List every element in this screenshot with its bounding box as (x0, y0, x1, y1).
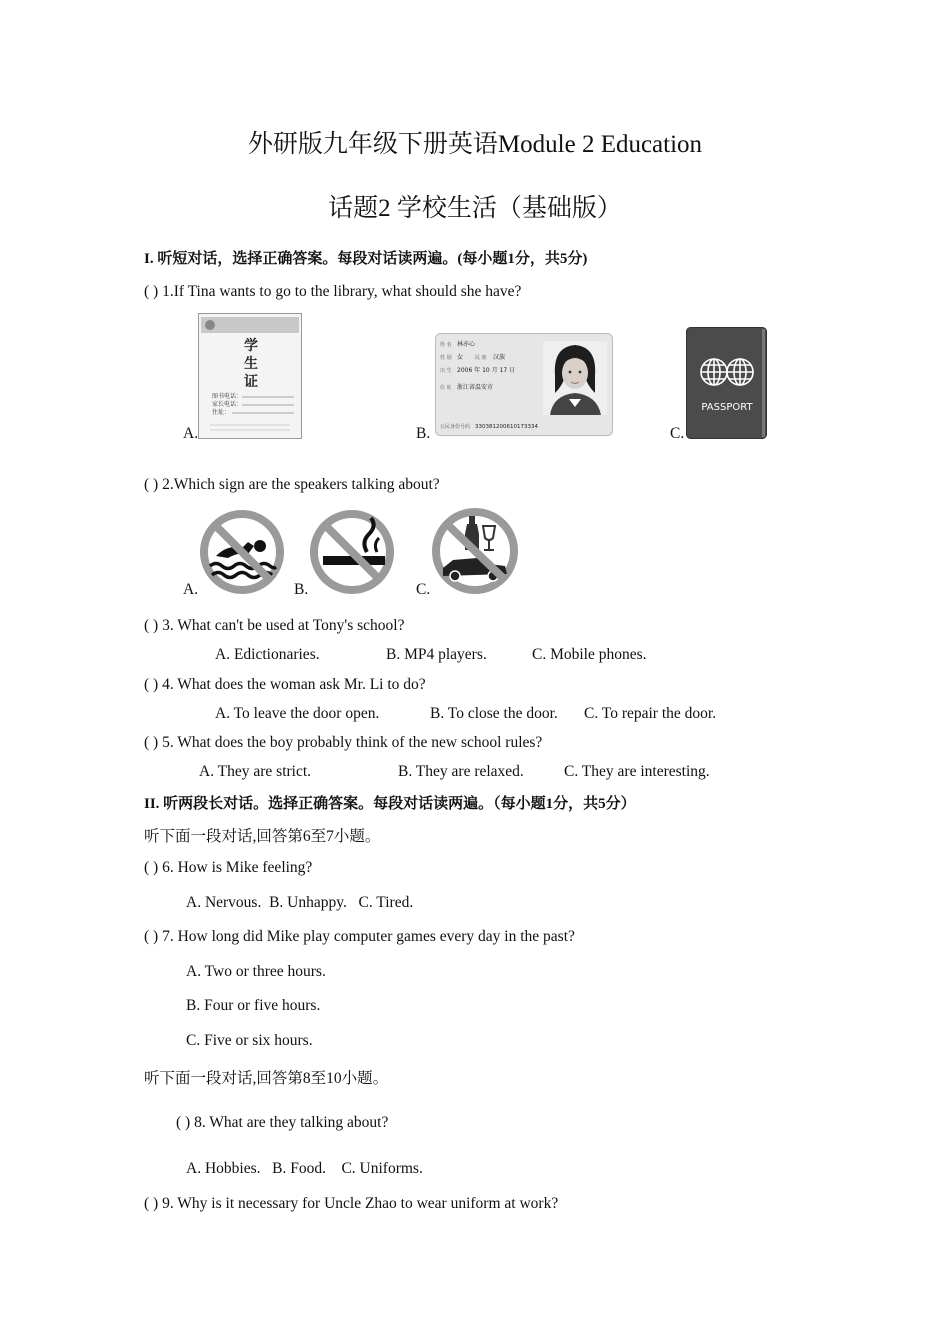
passport-image (686, 327, 767, 439)
q8-options: A. Hobbies. B. Food. C. Uniforms. (186, 1160, 423, 1177)
student-card-char-2: 生 (244, 356, 258, 372)
student-card-char-3: 证 (244, 374, 258, 390)
id-card-image (435, 333, 613, 436)
q3-option-a: A. Edictionaries. (215, 646, 320, 663)
student-card-field-2: 家长电话： (212, 401, 243, 408)
student-card-field-3: 住址： (212, 409, 231, 416)
question-7: ( ) 7. How long did Mike play computer games every day in the past? (144, 928, 575, 945)
q7-option-a: A. Two or three hours. (186, 963, 326, 980)
dialogue-2-intro: 听下面一段对话,回答第8至10小题。 (144, 1070, 389, 1087)
q2-option-c-label: C. (416, 581, 431, 598)
q1-option-c-label: C. (670, 425, 685, 442)
q2-option-a-label: A. (183, 581, 199, 598)
id-number-label: 公民身份号码 (440, 424, 471, 430)
q2-option-b-label: B. (294, 581, 309, 598)
id-address-value: 浙江省温安市 (457, 384, 494, 391)
q4-option-b: B. To close the door. (430, 705, 558, 722)
question-8: ( ) 8. What are they talking about? (176, 1114, 389, 1131)
question-1: ( ) 1.If Tina wants to go to the library, what should she have? (144, 283, 522, 300)
no-swimming-icon (198, 508, 286, 596)
q7-option-b: B. Four or five hours. (186, 997, 321, 1014)
question-3: ( ) 3. What can't be used at Tony's school? (144, 617, 405, 634)
q3-option-c: C. Mobile phones. (532, 646, 647, 663)
q5-option-b: B. They are relaxed. (398, 763, 524, 780)
passport-label: PASSPORT (701, 402, 753, 413)
q1-option-a-label: A. (183, 425, 199, 442)
q5-option-a: A. They are strict. (199, 763, 312, 780)
question-9: ( ) 9. Why is it necessary for Uncle Zhao to wear uniform at work? (144, 1195, 559, 1212)
question-6: ( ) 6. How is Mike feeling? (144, 859, 313, 876)
id-birth-value: 2006 年 10 月 17 日 (457, 367, 516, 374)
student-card-field-1: 图书电话： (212, 393, 243, 400)
id-birth-label: 出 生 (440, 368, 452, 374)
id-address-label: 住 址 (440, 385, 452, 391)
id-sex-value: 女 (457, 354, 464, 361)
page-subtitle: 话题2 学校生活（基础版） (328, 195, 622, 222)
id-name-value: 林亦心 (457, 341, 476, 348)
no-drink-driving-icon (429, 506, 521, 596)
dialogue-1-intro: 听下面一段对话,回答第6至7小题。 (144, 828, 381, 845)
section-1-heading: I. 听短对话，选择正确答案。每段对话读两遍。(每小题1分，共5分) (144, 251, 588, 267)
q1-option-b-label: B. (416, 425, 431, 442)
id-sex-label: 性 别 (440, 355, 452, 361)
section-2-heading: II. 听两段长对话。选择正确答案。每段对话读两遍。（每小题1分，共5分） (144, 796, 636, 812)
q4-option-a: A. To leave the door open. (215, 705, 380, 722)
q7-option-c: C. Five or six hours. (186, 1032, 313, 1049)
q3-option-b: B. MP4 players. (386, 646, 487, 663)
no-smoking-icon (307, 508, 397, 596)
q4-option-c: C. To repair the door. (584, 705, 717, 722)
page-title: 外研版九年级下册英语Module 2 Education (247, 131, 703, 158)
student-card-image (198, 313, 302, 439)
student-card-char-1: 学 (244, 338, 258, 354)
q6-options: A. Nervous. B. Unhappy. C. Tired. (186, 894, 414, 911)
question-4: ( ) 4. What does the woman ask Mr. Li to do? (144, 676, 426, 693)
id-ethnic-label: 民 族 (475, 355, 487, 361)
q5-option-c: C. They are interesting. (564, 763, 710, 780)
id-number-value: 330381200610173334 (475, 424, 538, 430)
question-5: ( ) 5. What does the boy probably think of the new school rules? (144, 734, 543, 751)
id-name-label: 姓 名 (440, 342, 452, 348)
id-ethnic-value: 汉族 (493, 354, 506, 361)
question-2: ( ) 2.Which sign are the speakers talking about? (144, 476, 440, 493)
